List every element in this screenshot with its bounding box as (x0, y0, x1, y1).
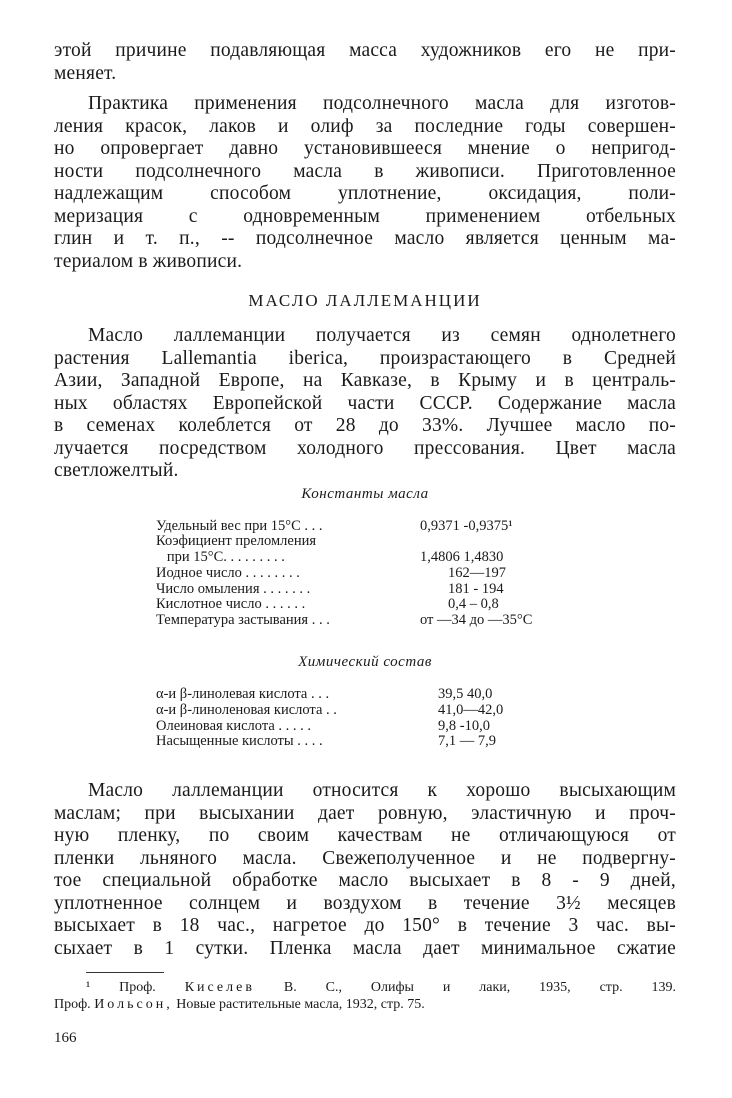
text-line: териалом в живописи. (54, 250, 243, 272)
table-row (156, 703, 576, 719)
footnote-reference: В. С., Олифы и лаки, 1935, стр. 139. (283, 980, 677, 996)
row-label: α-и β-линоленовая кислота . . (156, 702, 337, 718)
text-line: меризация с одновременным применением отбельных (54, 205, 676, 227)
row-value (420, 534, 576, 550)
text-line: светложелтый. (54, 460, 179, 481)
text-line: этой причине подавляющая масса художников его не при- (54, 40, 676, 61)
chemical-table (156, 687, 576, 750)
text-line: ности подсолнечного масла в живописи. Приготовленное (54, 160, 676, 182)
table-row (156, 613, 576, 629)
row-label: α-и β-линолевая кислота . . . (156, 687, 330, 703)
book-page (54, 40, 676, 1047)
row-value: 162—197 (448, 564, 506, 581)
row-label: при 15°С. . . . . . . . . (156, 550, 285, 566)
row-label: Температура застывания . . . (156, 613, 330, 629)
table-row (156, 519, 576, 535)
row-value: от —34 до —35°С (420, 612, 533, 629)
footnote-author: Киселев (184, 980, 255, 996)
intro-paragraph (54, 40, 676, 85)
row-value: 9,8 -10,0 (438, 717, 490, 734)
row-value: 41,0—42,0 (438, 701, 504, 718)
section-heading: МАСЛО ЛАЛЛЕМАНЦИИ (248, 291, 482, 310)
footnote-author: Иольсон, (94, 997, 173, 1013)
text-line: Практика применения подсолнечного масла для изготов- (88, 93, 676, 114)
text-line: лучается посредством холодного прессования. Цвет масла (54, 437, 676, 459)
text-line: тое специальной обработке масло высыхает в 8 - 9 дней, (54, 870, 676, 892)
row-value: 1,4806 1,4830 (420, 549, 504, 566)
text-line: но опровергает давно установившееся мнение о непригод- (54, 138, 676, 159)
text-line: ления красок, лаков и олиф за последние годы совершен- (54, 115, 676, 137)
footnote-divider (86, 972, 164, 973)
text-line: маслам; при высыхании дает ровную, эластичную и проч- (54, 802, 676, 824)
row-value: 0,9371 -0,9375¹ (420, 517, 513, 534)
footnote-prefix: ¹ Проф. (86, 980, 156, 996)
row-label: Иодное число . . . . . . . . (156, 565, 300, 581)
table-row (156, 734, 576, 750)
text-line: Масло лаллеманции относится к хорошо высыхающим (88, 780, 676, 802)
footnote-line (54, 996, 676, 1013)
row-value: 0,4 – 0,8 (448, 596, 499, 613)
table-row (156, 534, 576, 550)
table-row (156, 582, 576, 598)
row-label: Насыщенные кислоты . . . . (156, 734, 323, 750)
text-line: ных областях Европейской части СССР. Содержание масла (54, 392, 676, 414)
row-label: Число омыления . . . . . . . (156, 581, 311, 597)
row-label: Удельный вес при 15°С . . . (156, 518, 323, 534)
constants-table (156, 519, 576, 630)
row-label: Олеиновая кислота . . . . . (156, 718, 312, 734)
footnote-reference: Новые растительные масла, 1932, стр. 75. (176, 997, 425, 1013)
chemical-table-title: Химический состав (298, 654, 432, 671)
row-value: 181 - 194 (448, 580, 504, 597)
table-row (156, 719, 576, 735)
text-line: в семенах колеблется от 28 до 33%. Лучшее масло по- (54, 415, 676, 436)
text-line: меняет. (54, 62, 117, 84)
text-line: Масло лаллеманции получается из семян однолетнего (88, 325, 676, 346)
text-line: высыхает в 18 час., нагретое до 150° в течение 3 час. вы- (54, 915, 676, 937)
text-line: надлежащим способом уплотнение, оксидация, поли- (54, 183, 676, 204)
lallemantia-paragraph (54, 325, 676, 483)
table-row (156, 687, 576, 703)
constants-table-title: Константы масла (301, 485, 429, 502)
table-row (156, 597, 576, 613)
table-row (156, 566, 576, 582)
practice-paragraph (54, 93, 676, 273)
row-label: Коэфициент преломления (156, 534, 317, 550)
text-line: ную пленку, по своим качествам не отличающуюся от (54, 825, 676, 847)
text-line: пленки льняного масла. Свежеполученное и не подвергну- (54, 847, 676, 869)
text-line: сыхает в 1 сутки. Пленка масла дает минимальное сжатие (54, 937, 676, 959)
text-line: Азии, Западной Европе, на Кавказе, в Крыму и в централь- (54, 370, 676, 391)
text-line: уплотненное солнцем и воздухом в течение 3½ месяцев (54, 892, 676, 914)
footnote (54, 979, 676, 1013)
row-label: Кислотное число . . . . . . (156, 597, 306, 613)
page-number: 166 (54, 1030, 77, 1047)
text-line: глин и т. п., -- подсолнечное масло является ценным ма- (54, 228, 676, 249)
footnote-line (54, 979, 676, 996)
table-row (156, 550, 576, 566)
row-value: 39,5 40,0 (438, 686, 493, 703)
footnote-prefix: Проф. (54, 997, 91, 1013)
drying-paragraph (54, 780, 676, 960)
row-value: 7,1 — 7,9 (438, 733, 496, 750)
text-line: растения Lallemantia iberica, произрастающего в Средней (54, 347, 676, 369)
